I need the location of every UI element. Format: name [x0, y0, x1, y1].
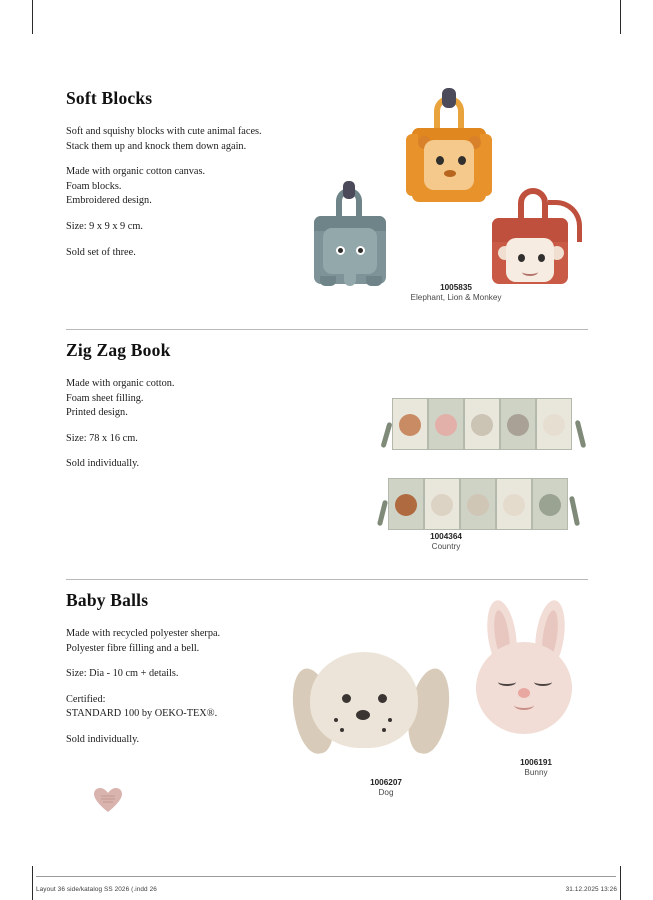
paragraph: Soft and squishy blocks with cute animal faces. Stack them up and knock them down again. — [66, 126, 262, 152]
bunny-eye-left — [498, 678, 516, 686]
monkey-eye-right — [538, 254, 545, 262]
elephant-eye-right — [356, 246, 365, 255]
paragraph: Size: 9 x 9 x 9 cm. — [66, 221, 143, 233]
product-name: Dog — [378, 788, 394, 798]
bunny-nose — [518, 688, 530, 698]
section-baby-balls — [66, 590, 588, 820]
dog-head — [310, 652, 418, 748]
elephant-tag-icon — [343, 181, 355, 199]
footer-left-text: Layout 36 side/katalog SS 2026 (.indd 26 — [36, 886, 157, 893]
product-name: Elephant, Lion & Monkey — [410, 293, 502, 303]
paragraph: Made with recycled polyester sherpa. Polyester fibre filling and a bell. — [66, 628, 221, 654]
section-title-soft-blocks: Soft Blocks — [66, 88, 153, 108]
brand-heart-icon — [92, 786, 124, 814]
book-accordion-top — [392, 398, 572, 450]
caption-soft-blocks — [366, 283, 546, 304]
bunny-eye-right — [534, 678, 552, 686]
footer-right-text: 31.12.2025 13:26 — [565, 886, 617, 893]
dog-freckle — [382, 728, 386, 732]
bunny-mouth — [514, 700, 534, 710]
elephant-leg-left — [320, 276, 336, 286]
product-name: Bunny — [524, 768, 548, 778]
book-page — [424, 478, 460, 530]
lion-nose — [444, 170, 456, 177]
caption-bunny — [466, 758, 606, 779]
paragraph: Sold set of three. — [66, 246, 136, 258]
lion-mane-left — [406, 134, 418, 196]
monkey-eye-left — [518, 254, 525, 262]
lion-mane-right — [480, 134, 492, 196]
book-accordion-bottom — [388, 478, 568, 530]
section-divider — [66, 329, 588, 330]
caption-zig-zag-book — [386, 532, 506, 553]
section-copy-zig-zag-book — [66, 377, 316, 472]
product-sku: 1006207 — [370, 778, 402, 787]
lion-tag-icon — [442, 88, 456, 108]
product-name: Country — [431, 542, 461, 552]
caption-dog — [316, 778, 456, 799]
book-page — [532, 478, 568, 530]
book-page — [496, 478, 532, 530]
footer-rule — [36, 876, 616, 877]
paragraph: Size: 78 x 16 cm. — [66, 432, 138, 444]
product-image-soft-blocks — [296, 88, 588, 298]
dog-eye-right — [378, 694, 387, 703]
section-divider — [66, 579, 588, 580]
dog-freckle — [334, 718, 338, 722]
book-page — [464, 398, 500, 450]
book-page — [500, 398, 536, 450]
book-page — [392, 398, 428, 450]
book-page — [536, 398, 572, 450]
dog-freckle — [340, 728, 344, 732]
book-strap-left-2 — [377, 500, 388, 526]
product-sku: 1005835 — [440, 283, 472, 292]
lion-eye-left — [436, 156, 444, 165]
section-zig-zag-book — [66, 340, 588, 570]
paragraph: Made with organic cotton. Foam sheet filling. Printed design. — [66, 378, 175, 419]
monkey-loop-icon — [518, 188, 548, 222]
book-strap-right-2 — [569, 496, 580, 526]
lion-eye-right — [458, 156, 466, 165]
section-copy-soft-blocks — [66, 125, 316, 260]
dog-eye-left — [342, 694, 351, 703]
paragraph: Sold individually. — [66, 734, 140, 746]
paragraph: Made with organic cotton canvas. Foam blocks. Embroidered design. — [66, 166, 206, 207]
product-sku: 1006191 — [520, 758, 552, 767]
elephant-eye-left — [336, 246, 345, 255]
book-strap-right — [575, 420, 587, 448]
book-page — [460, 478, 496, 530]
book-page — [388, 478, 424, 530]
section-title-baby-balls: Baby Balls — [66, 590, 149, 610]
dog-nose — [356, 710, 370, 720]
paragraph: Certified: STANDARD 100 by OEKO-TEX®. — [66, 693, 218, 720]
monkey-mouth — [522, 268, 538, 276]
dog-freckle — [388, 718, 392, 722]
book-page — [428, 398, 464, 450]
product-sku: 1004364 — [430, 532, 462, 541]
book-strap-left — [381, 422, 393, 448]
elephant-trunk — [344, 260, 356, 286]
product-image-zig-zag-book — [306, 368, 588, 546]
section-title-zig-zag-book: Zig Zag Book — [66, 340, 171, 360]
section-soft-blocks — [66, 88, 588, 318]
paragraph: Sold individually. — [66, 458, 140, 470]
lion-face — [424, 140, 474, 190]
paragraph: Size: Dia - 10 cm + details. — [66, 668, 179, 680]
